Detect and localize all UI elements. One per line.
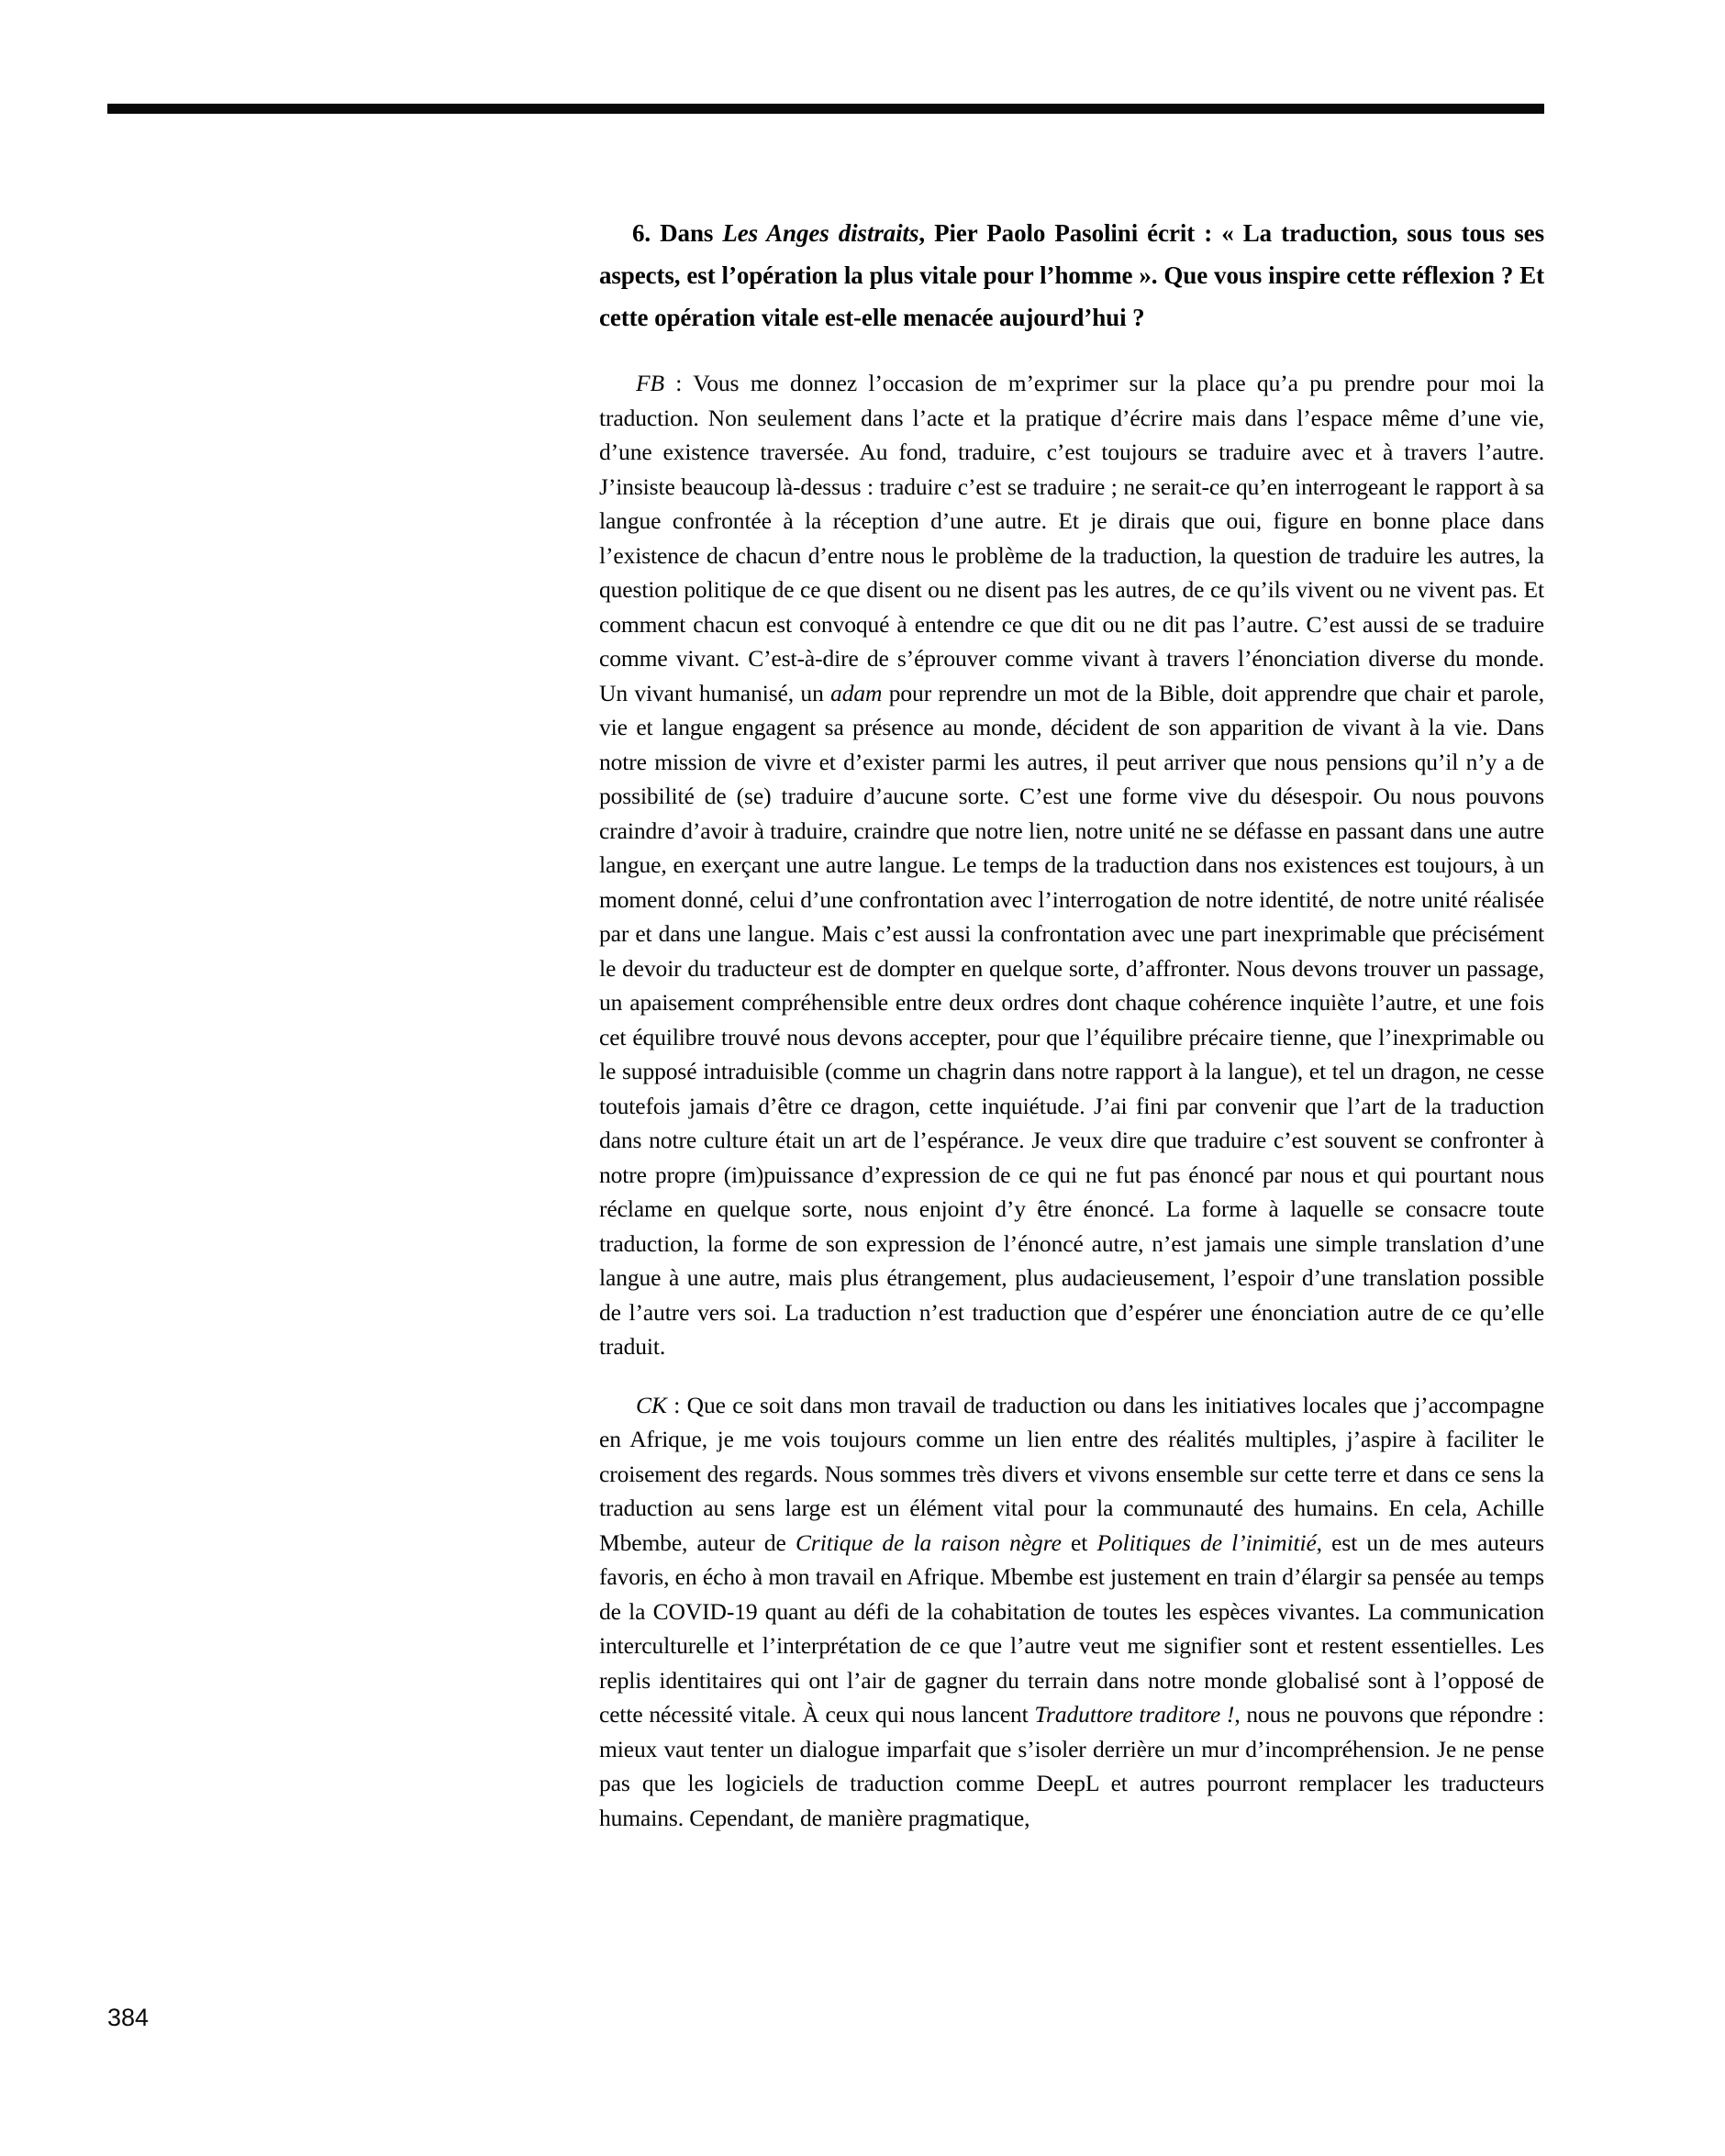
- answer-paragraph-fb: [599, 366, 1544, 1364]
- text-run: , nous ne pouvons que répondre : mieux vaut tenter un dialogue imparfait que s’isoler derrière un mur d’incompréhension. Je ne pense pas que les logiciels de traduction comme DeepL et autres pourront remplacer les traducteurs humains. Cependant, de manière pragmatique,: [599, 1701, 1544, 1831]
- page-number: 384: [107, 2004, 150, 2031]
- italic-text-run: adam: [830, 679, 883, 706]
- text-run: , est un de mes auteurs favoris, en écho à mon travail en Afrique. Mbembe est justement en train d’élargir sa pensée au temps de la COVID-19 quant au défi de la cohabitation de toutes les espèces vivantes. La communication interculturelle et l’interprétation de ce que l’autre veut me signifier sont et restent essentielles. Les replis identitaires qui ont l’air de gagner du terrain dans notre monde globalisé sont à l’opposé de cette nécessité vitale. À ceux qui nous lancent: [599, 1528, 1544, 1728]
- question-paragraph: [599, 212, 1544, 339]
- top-rule: [107, 104, 1544, 114]
- italic-text-run: FB: [636, 370, 664, 396]
- text-run: et: [1061, 1528, 1097, 1556]
- text-run: , Pier Paolo Pasolini écrit : « La traduction, sous tous ses aspects, est l’opération la plus vitale pour l’homme ». Que vous inspire cette réflexion ? Et cette opération vitale est-elle menacée aujourd’hui ?: [599, 219, 1544, 331]
- text-run: pour reprendre un mot de la Bible, doit apprendre que chair et parole, vie et langue engagent sa présence au monde, décident de son apparition de vivant à la vie. Dans notre mission de vivre et d’exister parmi les autres, il peut arriver que nous pensions qu’il n’y a de possibilité de (se) traduire d’aucune sorte. C’est une forme vive du désespoir. Ou nous pouvons craindre d’avoir à traduire, craindre que notre lien, notre unité ne se défasse en passant dans une autre langue, en exerçant une autre langue. Le temps de la traduction dans nos existences est toujours, à un moment donné, celui d’une confrontation avec l’interrogation de notre identité, de notre unité réalisée par et dans une langue. Mais c’est aussi la confrontation avec une part inexprimable que précisément le devoir du traducteur est de dompter en quelque sorte, d’affronter. Nous devons trouver un passage, un apaisement compréhensible entre deux ordres dont chaque cohérence inquiète l’autre, et une fois cet équilibre trouvé nous devons accepter, pour que l’équilibre précaire tienne, que l’inexprimable ou le supposé intraduisible (comme un chagrin dans notre rapport à la langue), et tel un dragon, ne cesse toutefois jamais d’être ce dragon, cette inquiétude. J’ai fini par convenir que l’art de la traduction dans notre culture était un art de l’espérance. Je veux dire que traduire c’est souvent se confronter à notre propre (im)puissance d’expression de ce qui ne fut pas énoncé par nous et qui pourtant nous réclame en quelque sorte, nous enjoint d’y être énoncé. La forme à laquelle se consacre toute traduction, la forme de son expression de l’énoncé autre, n’est jamais une simple translation d’une langue à une autre, mais plus étrangement, plus audacieusement, l’espoir d’une translation possible de l’autre vers soi. La traduction n’est traduction que d’espérer une énonciation autre de ce qu’elle traduit.: [599, 679, 1544, 1360]
- italic-text-run: Critique de la raison nègre: [795, 1528, 1062, 1556]
- italic-text-run: Les Anges distraits: [722, 219, 919, 247]
- text-run: 6. Dans: [632, 219, 723, 247]
- answer-paragraph-ck: [599, 1388, 1544, 1836]
- italic-text-run: CK: [636, 1391, 667, 1418]
- italic-text-run: Traduttore traditore !: [1034, 1701, 1235, 1728]
- italic-text-run: Politiques de l’inimitié: [1096, 1528, 1317, 1556]
- text-run: : Que ce soit dans mon travail de traduction ou dans les initiatives locales que j’accompagne en Afrique, je me vois toujours comme un lien entre des réalités multiples, j’aspire à faciliter le croisement des regards. Nous sommes très divers et vivons ensemble sur cette terre et dans ce sens la traduction au sens large est un élément vital pour la communauté des humains. En cela, Achille Mbembe, auteur de: [599, 1391, 1544, 1556]
- text-run: : Vous me donnez l’occasion de m’exprimer sur la place qu’a pu prendre pour moi la traduction. Non seulement dans l’acte et la pratique d’écrire mais dans l’espace même d’une vie, d’une existence traversée. Au fond, traduire, c’est toujours se traduire avec et à travers l’autre. J’insiste beaucoup là-dessus : traduire c’est se traduire ; ne serait-ce qu’en interrogeant le rapport à sa langue confrontée à la réception d’une autre. Et je dirais que oui, figure en bonne place dans l’existence de chacun d’entre nous le problème de la traduction, la question de traduire les autres, la question politique de ce que disent ou ne disent pas les autres, de ce qu’ils vivent ou ne vivent pas. Et comment chacun est convoqué à entendre ce que dit ou ne dit pas l’autre. C’est aussi de se traduire comme vivant. C’est-à-dire de s’éprouver comme vivant à travers l’énonciation diverse du monde. Un vivant humanisé, un: [599, 370, 1544, 706]
- text-column: [599, 212, 1544, 1835]
